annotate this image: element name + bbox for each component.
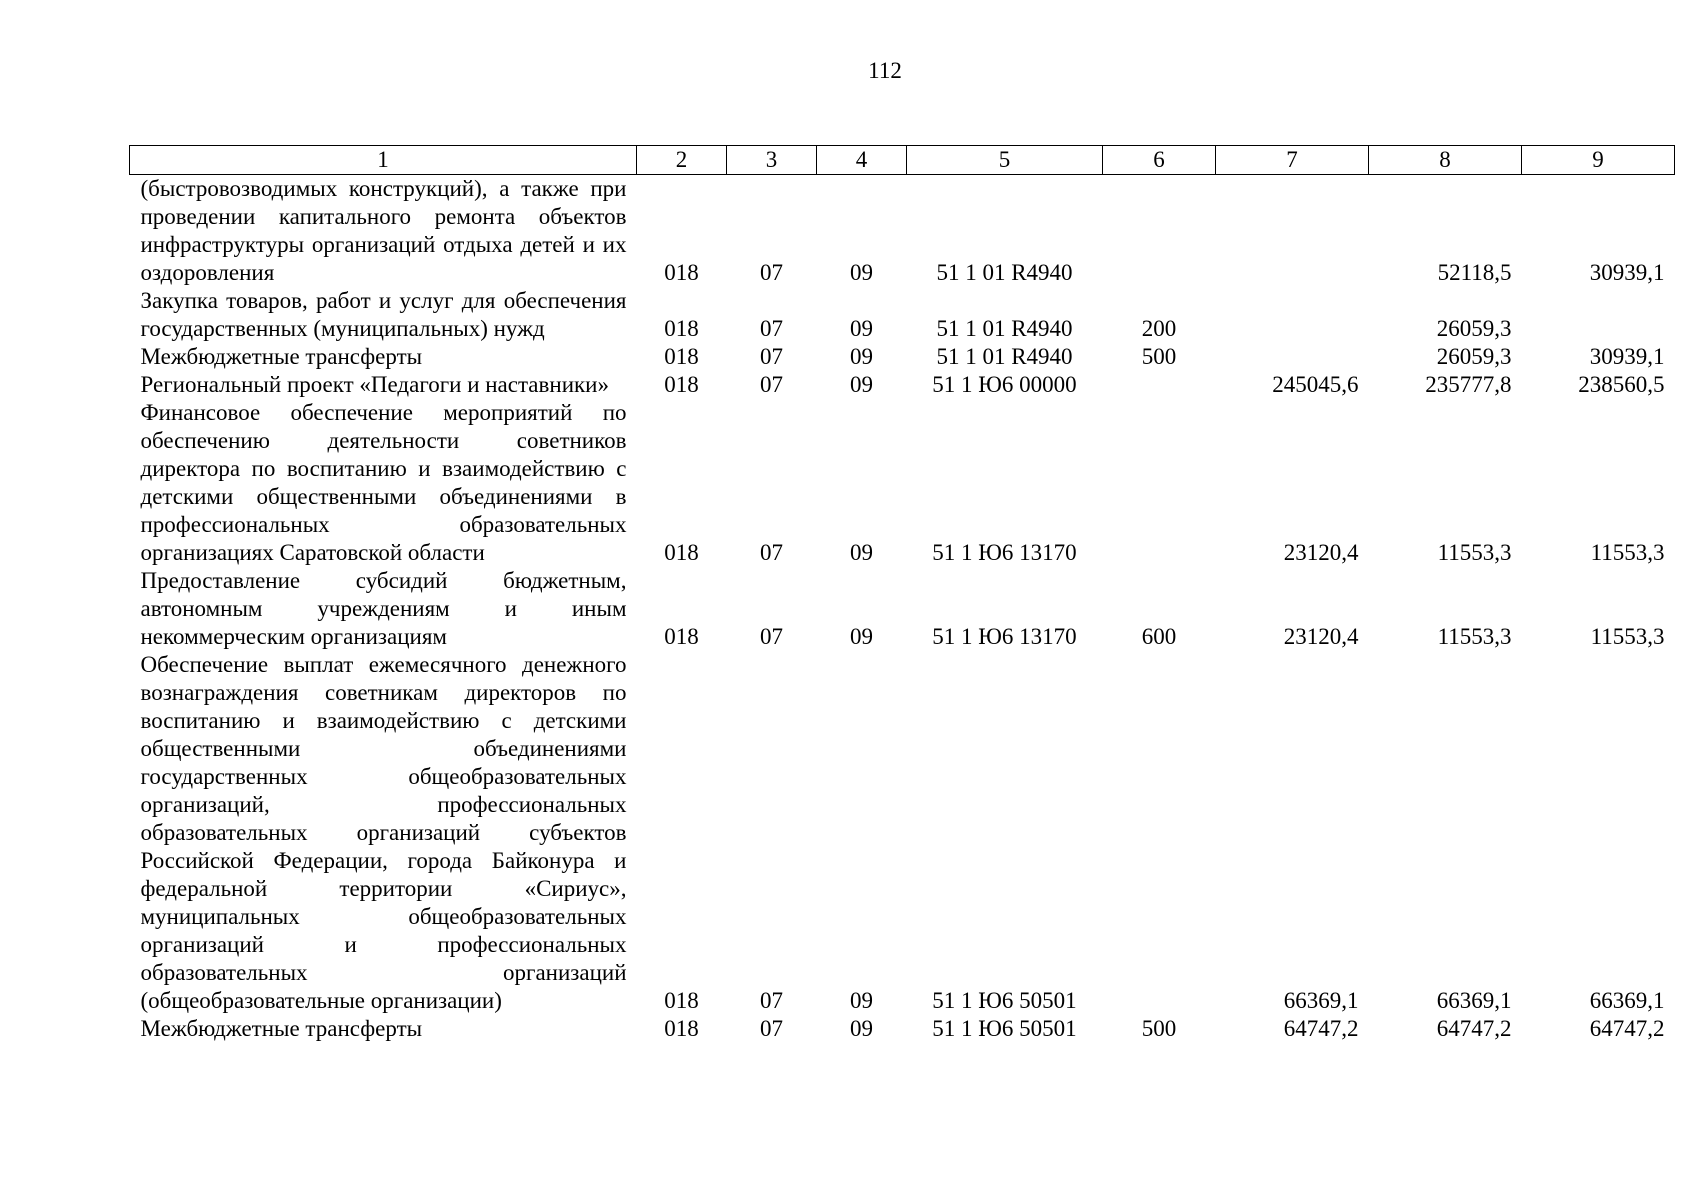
cell-ministry: 018: [664, 344, 699, 369]
cell-target-article: 51 1 Ю6 13170: [932, 624, 1077, 649]
table-row: [130, 175, 1675, 288]
row-name: Закупка товаров, работ и услуг для обеспечения государственных (муниципальных) нужд: [140, 288, 627, 341]
header-row: [130, 146, 1675, 175]
cell-section: 07: [760, 260, 783, 285]
cell-amount-8: 66369,1: [1436, 988, 1512, 1013]
cell-section: 07: [760, 344, 783, 369]
cell-amount-8: 26059,3: [1436, 344, 1512, 369]
cell-amount-7: 23120,4: [1283, 540, 1359, 565]
cell-expense-type: 200: [1141, 316, 1177, 341]
row-name: (быстровозводимых конструкций), а также при проведении капитального ремонта объектов инфраструктуры организаций отдыха детей и их оздоровления: [140, 176, 627, 285]
table-row: [130, 343, 1675, 371]
cell-amount-8: 11553,3: [1437, 540, 1512, 565]
row-name: Предоставление субсидий бюджетным, автономным учреждениям и иным некоммерческим организациям: [140, 568, 627, 649]
cell-ministry: 018: [664, 372, 699, 397]
cell-subsection: 09: [850, 540, 873, 565]
budget-table: [129, 145, 1675, 1043]
header-cell: 3: [727, 146, 817, 175]
cell-section: 07: [760, 1016, 783, 1041]
cell-target-article: 51 1 01 R4940: [936, 344, 1073, 369]
header-cell: 2: [637, 146, 727, 175]
cell-ministry: 018: [664, 260, 699, 285]
cell-expense-type: 600: [1141, 624, 1177, 649]
cell-amount-8: 26059,3: [1436, 316, 1512, 341]
table-row: [130, 287, 1675, 343]
row-name: Финансовое обеспечение мероприятий по обеспечению деятельности советников директора по воспитанию и взаимодействию с детскими общественными объединениями в профессиональных образовательных организациях Саратовской области: [140, 400, 627, 565]
cell-target-article: 51 1 Ю6 50501: [932, 1016, 1077, 1041]
header-cell: 9: [1522, 146, 1675, 175]
table-row: [130, 567, 1675, 651]
row-name: Обеспечение выплат ежемесячного денежного вознаграждения советникам директоров по воспитанию и взаимодействию с детскими общественными объединениями государственных общеобразовательных организаций, профессиональных образовательных организаций субъектов Российской Федерации, города Байконура и федеральной территории «Сириус», муниципальных общеобразовательных организаций и профессиональных образовательных организаций (общеобразовательные организации): [140, 652, 627, 1013]
cell-amount-8: 52118,5: [1437, 260, 1512, 285]
cell-subsection: 09: [850, 344, 873, 369]
cell-target-article: 51 1 01 R4940: [936, 316, 1073, 341]
cell-amount-7: 245045,6: [1272, 372, 1359, 397]
cell-amount-9: 238560,5: [1578, 372, 1665, 397]
cell-amount-7: [1216, 343, 1369, 371]
cell-expense-type: [1103, 175, 1216, 288]
cell-ministry: 018: [664, 1016, 699, 1041]
row-name: Межбюджетные трансферты: [140, 344, 423, 369]
cell-amount-9: [1522, 287, 1675, 343]
cell-amount-7: [1216, 287, 1369, 343]
cell-ministry: 018: [664, 624, 699, 649]
cell-amount-7: 66369,1: [1283, 988, 1359, 1013]
cell-section: 07: [760, 316, 783, 341]
header-cell: 8: [1369, 146, 1522, 175]
cell-amount-8: 64747,2: [1436, 1016, 1512, 1041]
cell-section: 07: [760, 988, 783, 1013]
cell-expense-type: [1103, 399, 1216, 567]
cell-subsection: 09: [850, 1016, 873, 1041]
cell-expense-type: [1103, 371, 1216, 399]
row-name: Межбюджетные трансферты: [140, 1016, 423, 1041]
cell-amount-9: 11553,3: [1590, 540, 1665, 565]
cell-expense-type: 500: [1141, 1016, 1177, 1041]
cell-amount-9: 30939,1: [1589, 260, 1665, 285]
row-name: Региональный проект «Педагоги и наставники»: [140, 372, 609, 397]
header-cell: 4: [817, 146, 907, 175]
cell-ministry: 018: [664, 988, 699, 1013]
cell-target-article: 51 1 Ю6 13170: [932, 540, 1077, 565]
table-row: [130, 371, 1675, 399]
cell-subsection: 09: [850, 372, 873, 397]
table-row: [130, 651, 1675, 1015]
cell-section: 07: [760, 540, 783, 565]
cell-section: 07: [760, 624, 783, 649]
header-cell: 5: [907, 146, 1103, 175]
header-cell: 7: [1216, 146, 1369, 175]
cell-subsection: 09: [850, 988, 873, 1013]
cell-subsection: 09: [850, 316, 873, 341]
header-cell: 1: [130, 146, 637, 175]
cell-section: 07: [760, 372, 783, 397]
cell-amount-9: 30939,1: [1589, 344, 1665, 369]
cell-ministry: 018: [664, 540, 699, 565]
header-cell: 6: [1103, 146, 1216, 175]
cell-amount-7: 23120,4: [1283, 624, 1359, 649]
cell-amount-9: 11553,3: [1590, 624, 1665, 649]
cell-amount-8: 11553,3: [1437, 624, 1512, 649]
cell-amount-8: 235777,8: [1425, 372, 1512, 397]
cell-amount-9: 64747,2: [1589, 1016, 1665, 1041]
table-row: [130, 399, 1675, 567]
cell-amount-7: [1216, 175, 1369, 288]
cell-amount-7: 64747,2: [1283, 1016, 1359, 1041]
table-row: [130, 1015, 1675, 1043]
cell-target-article: 51 1 Ю6 00000: [932, 372, 1077, 397]
cell-expense-type: [1103, 651, 1216, 1015]
cell-expense-type: 500: [1141, 344, 1177, 369]
cell-amount-9: 66369,1: [1589, 988, 1665, 1013]
cell-ministry: 018: [664, 316, 699, 341]
cell-target-article: 51 1 Ю6 50501: [932, 988, 1077, 1013]
cell-subsection: 09: [850, 260, 873, 285]
cell-subsection: 09: [850, 624, 873, 649]
page-number: 112: [868, 58, 902, 83]
cell-target-article: 51 1 01 R4940: [936, 260, 1073, 285]
